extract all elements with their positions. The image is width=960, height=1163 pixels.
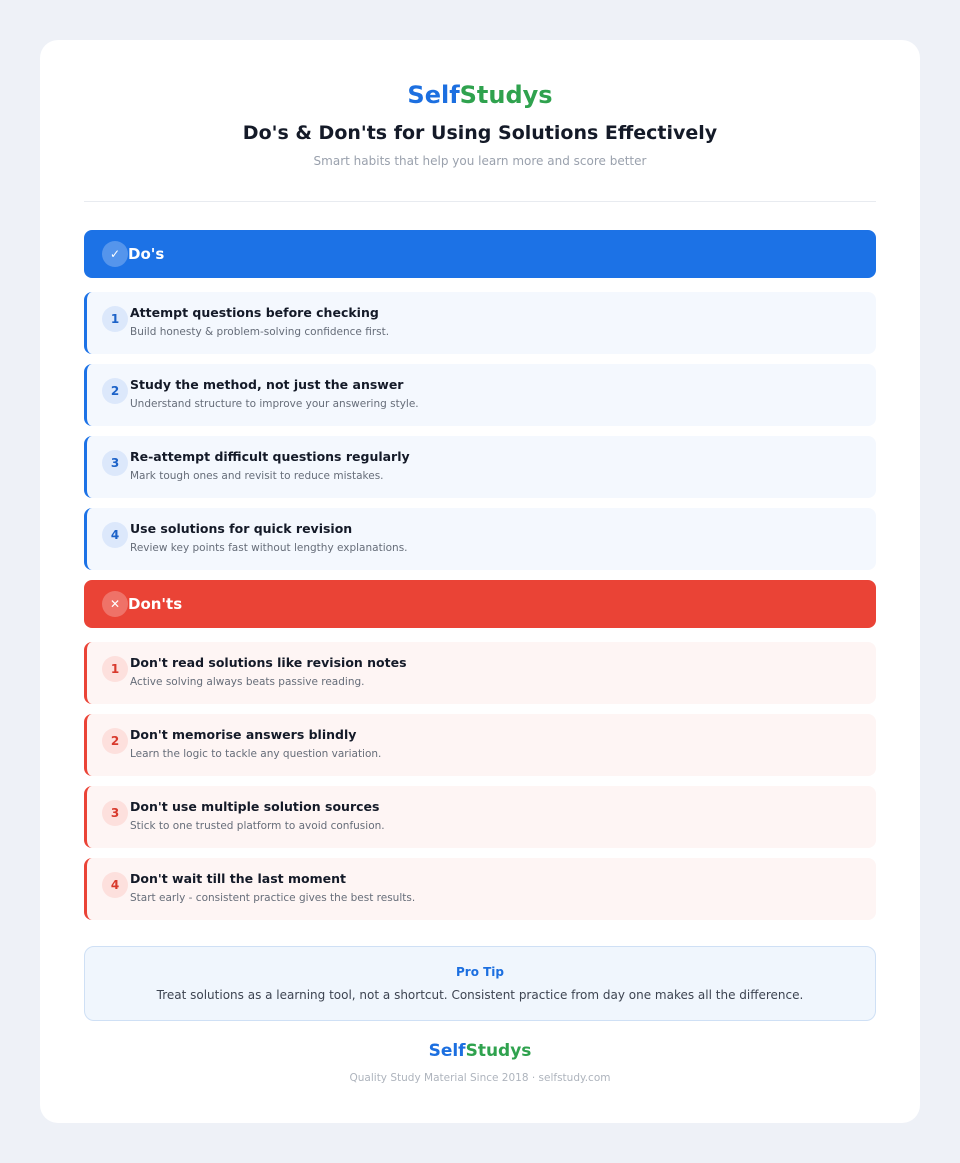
item-number: 4 [102,872,128,898]
dos-list-item [84,508,876,570]
pro-tip-label: Pro Tip [455,965,505,979]
item-number: 2 [102,378,128,404]
item-description: Active solving always beats passive reading. [130,676,365,688]
item-description: Mark tough ones and revisit to reduce mistakes. [130,470,384,482]
dos-list-item [84,364,876,426]
page-title: Do's & Don'ts for Using Solutions Effectively [242,122,718,144]
item-title: Re-attempt difficult questions regularly [130,449,410,464]
item-number: 3 [102,800,128,826]
donts-list-item [84,714,876,776]
item-title: Don't use multiple solution sources [130,799,380,814]
item-number: 2 [102,728,128,754]
donts-list-item [84,858,876,920]
page-subtitle: Smart habits that help you learn more and score better [313,154,647,168]
dos-list-item [84,436,876,498]
footer-brand-logo: SelfStudys [428,1041,532,1061]
donts-section-header [84,580,876,628]
item-title: Study the method, not just the answer [130,377,404,392]
item-number: 4 [102,522,128,548]
pro-tip-box [84,946,876,1021]
check-icon: ✓ [102,241,128,267]
content-card [40,40,920,1123]
footer-text: Quality Study Material Since 2018 · selfstudy.com [349,1072,611,1084]
dos-section-title: Do's [128,245,165,263]
item-number: 1 [102,306,128,332]
item-title: Attempt questions before checking [130,305,379,320]
item-title: Don't wait till the last moment [130,871,346,886]
donts-section-title: Don'ts [128,595,183,613]
item-title: Use solutions for quick revision [130,521,353,536]
close-icon: ✕ [102,591,128,617]
item-number: 3 [102,450,128,476]
item-description: Start early - consistent practice gives the best results. [130,892,416,904]
item-title: Don't memorise answers blindly [130,727,357,742]
page-header [84,40,876,202]
item-description: Stick to one trusted platform to avoid confusion. [130,820,385,832]
donts-list-item [84,642,876,704]
item-description: Review key points fast without lengthy explanations. [130,542,408,554]
item-description: Understand structure to improve your answering style. [130,398,419,410]
donts-list-item [84,786,876,848]
pro-tip-text: Treat solutions as a learning tool, not a shortcut. Consistent practice from day one makes all the difference. [156,988,804,1002]
item-title: Don't read solutions like revision notes [130,655,407,670]
dos-section-header [84,230,876,278]
item-number: 1 [102,656,128,682]
brand-logo: SelfStudys [407,81,553,109]
item-description: Build honesty & problem-solving confidence first. [130,326,390,338]
dos-list-item [84,292,876,354]
item-description: Learn the logic to tackle any question variation. [130,748,382,760]
